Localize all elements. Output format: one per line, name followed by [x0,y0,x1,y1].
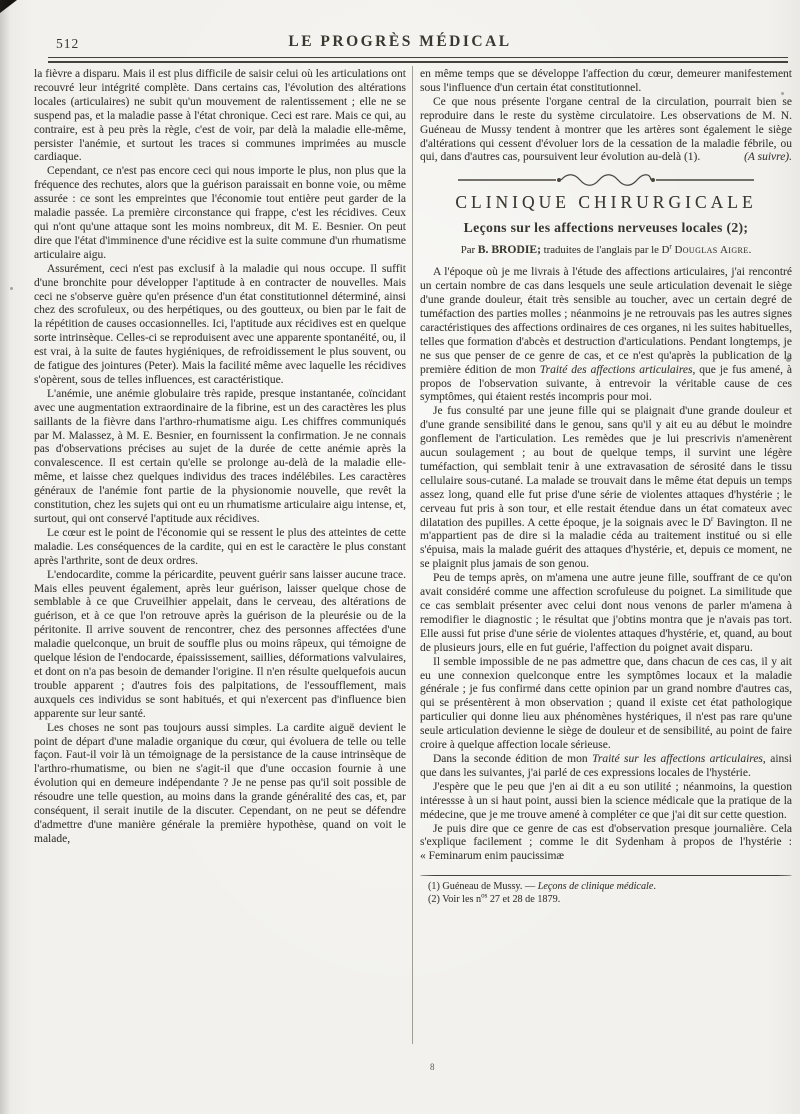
text-run: Je fus consulté par une jeune fille qui se plaignait d'une grande douleur et d'une grande sensibilité dans le genou, sans qu'il y ait eu au début le moindre gonflement de l'articulation. Les remèdes que je lui prescrivis n'amenèrent aucun soulagement ; au bout de quelque temps, il survint une légère tuméfaction, qui semblait tenir à une extravasation de sérosité dans le tissu cellulaire sous-cutané. La malade se trouvait dans le même état depuis un temps assez long, quand elle fut prise d'une série de violentes attaques d'hystérie ; le cerveau fut pris à son tour, et elle restait étendue dans un état comateux avec dilatation des pupilles. A cette époque, je la soignais avec le D [420,405,792,529]
paragraph [34,68,406,165]
text-run: Cependant, ce n'est pas encore ceci qui nous importe le plus, non plus que la fréquence des rechutes, alors que la guérison paraissait en bonne voie, ou même assurée : ce sont les empreintes que l'économie tout entière peut garder de la maladie passée. La première circonstance qui frappe, c'est les récidives. Ceux qui n'ont qu'une attaque sont les moins nombreux, dit M. E. Besnier. On peut dire que l'état d'imminence d'une récidive est la suite commune d'un rhumatisme articulaire aigu. [34,165,406,261]
footnotes [420,880,792,906]
left-column [34,68,406,847]
text-run: Il semble impossible de ne pas admettre que, dans chacun de ces cas, il y ait eu une connexion quelconque entre les symptômes locaux et la maladie générale ; je fus confirmé dans cette opinion par un grand nombre d'autres cas, qui se présentèrent à mon observation ; quand il existe cet état pathologique particulier qui donne lieu aux phénomènes hystériques, il n'est pas rare qu'une seule articulation devienne le siège de douleur et de sensibilité, au point de faire croire à quelque affection locale sérieuse. [420,655,792,752]
header-rule [48,57,788,63]
page-number: 512 [56,36,80,51]
continuation-note: (A suivre). [744,151,792,164]
paragraph [34,527,406,569]
byline [420,243,792,258]
paragraph [420,572,792,655]
text-run: . [748,244,752,257]
paragraph [420,656,792,753]
column-divider-rule [412,66,413,1044]
paragraph [34,388,406,527]
paragraph [34,569,406,722]
text-run: Je puis dire que ce genre de cas est d'observation presque journalière. Cela s'explique facilement ; comme le dit Sydenham à propos de l'hystérie : « Feminarum enim paucissimæ [420,822,792,863]
paragraph [420,781,792,823]
text-run: Les choses ne sont pas toujours aussi simples. La cardite aiguë devient le point de départ d'une maladie organique du cœur, qui évoluera de telle ou telle façon. Faut-il voir là un témoignage de la persistance de la cause intrinsèque de l'arthro-rhumatisme, ou bien ne s'agit-il que d'une occasion fournie à une évolution qui en demeure indépendante ? Je ne pense pas qu'il soit possible de résoudre une telle question, au moins dans la grande généralité des cas, et, par conséquent, il serait inutile de la discuter. Cependant, on ne peut se défendre d'admettre d'une manière générale la première hypothèse, quand on voit le malade, [34,721,406,845]
journal-title: LE PROGRÈS MÉDICAL [288,33,512,50]
text-run: 27 et 28 de 1879. [487,894,561,906]
right-column [420,68,792,906]
section-title: CLINIQUE CHIRURGICALE [455,192,757,213]
paragraph [34,722,406,847]
text-run: L'endocardite, comme la péricardite, peuvent guérir sans laisser aucune trace. Mais elles peuvent également, après leur guérison, laisser quelque chose de semblable à ce que Cruveilhier appelait, dans le cerveau, des altérations de guérison, et à ce que l'on retrouve après la guérison de la pleurésie ou de la péritonite. Il arrive souvent de rencontrer, chez des personnes affectées d'une maladie quelconque, un bruit de souffle plus ou moins râpeux, qui témoigne de quelque lésion de l'endocarde, épaississement, saillies, déformations valvulaires, et dont on n'a pas besoin de demander l'origine. Il n'en résulte quelquefois aucun trouble apparent ; d'autres fois des palpitations, de l'essoufflement, mais auxquels ces individus se sont habitués, et qui n'exercent pas d'influence bien apparente sur leur santé. [34,568,406,720]
paragraph [420,96,792,166]
text-run: Le cœur est le point de l'économie qui se ressent le plus des atteintes de cette maladie. Les conséquences de la cardite, qui en est le caractère le plus constant après l'arthrite, sont de deux ordres. [34,526,406,567]
section-divider-ornament [456,172,756,186]
article-rheumatism-continuation [420,68,792,165]
paragraph [420,405,792,572]
footnote-rule [420,875,792,876]
text-run: , ainsi que dans les suivantes, j'ai parlé de ces expressions locales de l'hystérie. [420,752,792,779]
text-run: os [481,892,488,900]
text-run: . [653,881,656,893]
paragraph [420,823,792,865]
text-run: A l'époque où je me livrais à l'étude des affections articulaires, j'ai rencontré un certain nombre de cas dans lesquels une seule articulation devenait le siège d'une grande douleur, était très sensible au toucher, avec un certain degré de tuméfaction des parties molles ; néanmoins je ne retrouvais pas les autres signes caractéristiques des affections ordinaires de ces organes, ni les suites habituelles, telles que formation d'abcès et destruction d'articulations. Pendant longtemps, je ne sus que penser de ce genre de cas, et ce n'est qu'après la publication de la première édition de mon [420,266,792,376]
article-clinique-body [420,266,792,864]
text-run: Traité des affections articulaires [539,363,693,376]
paragraph [420,753,792,781]
text-run: Ce que nous présente l'organe central de la circulation, pourrait bien se reproduire dans le reste du système circulatoire. Les observations de M. N. Guéneau de Mussy tendent à montrer que les artères sont également le siège d'altérations qui cessent d'évoluer lors de la cessation de la maladie fébrile, ou qui, dans d'autres cas, poursuivent leur évolution au-delà (1). [420,95,792,164]
text-run: Par [460,244,478,257]
signature-mark: 8 [430,1062,435,1072]
scan-speck [10,287,13,290]
paragraph [420,893,792,906]
text-run: B. BRODIE; [477,243,541,257]
text-run: Assurément, ceci n'est pas exclusif à la maladie qui nous occupe. Il suffit d'une bronchite pour développer l'aptitude à en contracter de nouvelles. Mais ceci ne s'observe guère qu'en présence d'un état constitutionnel déterminé, ainsi chez des scrofuleux, ou des herpétiques, ou des goutteux, ou bien par le fait de la répétition de causes occasionnelles. Ici, l'aptitude aux récidives est en quelque sorte intrinsèque. Celles-ci se reproduisent avec une apparente spontanéité, ou, il est vrai, à la suite de fautes hygiéniques, de refroidissement le plus souvent, ou de fatigue des jointures (Peter). Mais la facilité même avec laquelle les récidives s'opèrent, sous de telles influences, est caractéristique. [34,262,406,386]
text-run: r [710,513,714,523]
paragraph [420,68,792,96]
text-run: traduites de l'anglais par le D [540,244,670,257]
text-run: (2) Voir les n [428,894,482,906]
text-run: (1) Guéneau de Mussy. — [428,881,538,893]
text-run: Leçons de clinique médicale [537,881,654,893]
text-run: en même temps que se développe l'affection du cœur, demeurer manifestement sous l'influence d'un certain état constitutionnel. [420,68,792,94]
text-run: Bavington. Il ne m'appartient pas de dire si la maladie céda au traitement institué ou si elle s'épuisa, mais la malade guérit des attaques d'hystérie, et, depuis ce moment, ne se plaignit plus jamais de son genou. [420,516,792,571]
text-run: Traité sur les affections articulaires [592,752,763,765]
text-run: J'espère que le peu que j'en ai dit a eu son utilité ; néanmoins, la question intéressse à un si haut point, aussi bien la science médicale que la pratique de la médecine, que je me trouve amené à compléter ce que j'ai dit sur cette question. [420,780,792,821]
paragraph [420,880,792,893]
text-run: Dans la seconde édition de mon [433,752,593,765]
lecture-title: Leçons sur les affections nerveuses locales (2); [463,220,749,236]
page-header [0,30,800,56]
paragraph [420,266,792,405]
text-run: la fièvre a disparu. Mais il est plus difficile de saisir celui où les articulations ont recouvré leur intégrité complète. Dans certains cas, l'évolution des altérations locales (articulaires) ne subit qu'un mouvement de ralentissement ; elle ne se suspend pas, et la maladie passe à l'état chronique. Ceci est rare. Mais ce qui, au contraire, est à peu près la règle, c'est de voir, par delà la maladie elle-même, persister l'anémie, et surtout les traces si communes imprimées au muscle cardiaque. [34,68,406,164]
text-run: r [669,241,672,251]
paragraph [34,263,406,388]
paragraph [34,165,406,262]
text-run: , que je fus amené, à propos de l'observation suivante, à entrevoir la véritable cause de ces symptômes, qui étaient restés incompris pour moi. [420,363,792,404]
text-run: Peu de temps après, on m'amena une autre jeune fille, souffrant de ce qu'on avait considéré comme une affection scrofuleuse du poignet. La similitude que ce cas semblait présenter avec celui dont nous venons de parler m'amena à remodifier le diagnostic ; le résultat que j'obtins montra que je n'avais pas tort. Elle aussi fut prise d'une série de violentes attaques d'hystérie, et, quand, au bout de plusieurs jours, elle en fut guérie, l'affection du poignet avait disparu. [420,572,792,654]
left-edge-shadow [0,0,10,1114]
text-run: L'anémie, une anémie globulaire très rapide, presque instantanée, coïncidant avec une augmentation extraordinaire de la fibrine, est un des caractères les plus saillants de la fièvre dans l'arthro-rhumatisme aigu. Les chiffres communiqués par M. Malassez, à M. E. Besnier, en fournissent la confirmation. Je ne connais pas d'observations précises au sujet de la durée de cette anémie après la convalescence. Il est certain qu'elle se prolonge au-delà de la maladie elle-même, et laisse chez quelques individus des traces indélébiles. Les caractères généraux de l'anémie font partie de la physionomie nouvelle, que revêt la constitution, chez les sujets qui ont eu un rhumatisme articulaire aigu intense, et, surtout, qui ont conservé l'aptitude aux récidives. [34,387,406,525]
text-run: Douglas Aigre [674,244,749,257]
